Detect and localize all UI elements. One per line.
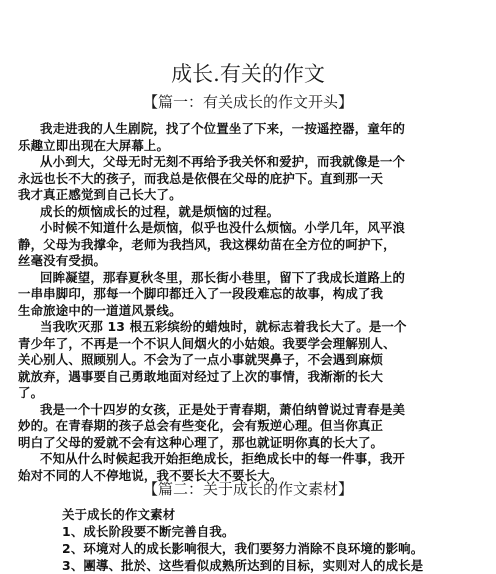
paragraph-line: 永远也长不大的孩子，而我总是依偎在父母的庇护下。直到那一天 bbox=[18, 170, 384, 186]
paragraph-line: 了。 bbox=[18, 385, 44, 400]
section-one-heading: 【篇一：有关成长的作文开头】 bbox=[142, 93, 353, 111]
paragraph-line: 从小到大，父母无时无刻不再给予我关怀和爱护，而我就像是一个 bbox=[40, 154, 406, 169]
paragraph-line: 成长的烦恼成长的过程，就是烦恼的过程。 bbox=[40, 203, 280, 219]
paragraph-line: 生命旅途中的一道道风景线。 bbox=[18, 302, 182, 318]
paragraph-line: 妙的。在青春期的孩子总会有些变化，会有叛逆心理。但当你真正 bbox=[18, 418, 384, 433]
paragraph-line: 明白了父母的爱就不会有这种心理了，那也就证明你真的长大了。 bbox=[18, 434, 384, 450]
material-line: 关于成长的作文素材 bbox=[62, 507, 176, 522]
paragraph-line: 一串串脚印，那每一个脚印都迁入了一段段难忘的故事，构成了我 bbox=[18, 286, 384, 301]
section-two-heading: 【篇二：关于成长的作文素材】 bbox=[142, 480, 353, 498]
paragraph-line: 丝毫没有受损。 bbox=[18, 253, 107, 268]
material-line: 3、團導、批於、这些看似成熟所达到的目标，实则对人的成长是 bbox=[62, 558, 424, 573]
paragraph-line: 我走进我的人生剧院，找了个位置坐了下来，一按遥控器，童年的 bbox=[40, 121, 406, 136]
paragraph-line: 始对不同的人不停地说，我不要长大不要长大。 bbox=[18, 467, 283, 483]
paragraph-line: 我是一个十四岁的女孩，正是处于青春期，萧伯纳曾说过青春是美 bbox=[40, 401, 406, 417]
document-title: 成长.有关的作文 bbox=[171, 62, 325, 86]
paragraph-line: 小时候不知道什么是烦恼，似乎也没什么烦恼。小学几年，风平浪 bbox=[40, 220, 406, 235]
paragraph-line: 乐趣立即出现在大屏幕上。 bbox=[18, 137, 170, 153]
material-line: 2、环境对人的成长影响很大，我们要努力消除不良环境的影响。 bbox=[62, 541, 424, 556]
paragraph-line: 青少年了，不再是一个不识人间烟火的小姑娘。我要学会理解别人、 bbox=[18, 335, 396, 351]
paragraph-line: 就放弃，遇事要自己勇敢地面对经过了上次的事情，我渐渐的长大 bbox=[18, 368, 384, 384]
paragraph-line: 我才真正感觉到自己长大了。 bbox=[18, 187, 182, 202]
paragraph-line: 静，父母为我撑伞，老师为我挡风，我这棵幼苗在全方位的呵护下， bbox=[18, 236, 396, 252]
paragraph-line: 关心别人、照顾别人。不会为了一点小事就哭鼻子，不会遇到麻烦 bbox=[18, 352, 384, 367]
paragraph-line: 回眸凝望，那春夏秋冬里，那长街小巷里，留下了我成长道路上的 bbox=[40, 269, 406, 285]
paragraph-line: 当我吹灭那 13 根五彩缤纷的蜡烛时，就标志着我长大了。是一个 bbox=[40, 319, 407, 334]
material-line: 1、成长阶段要不断完善自我。 bbox=[62, 524, 235, 539]
paragraph-line: 不知从什么时候起我开始拒绝成长，拒绝成长中的每一件事，我开 bbox=[40, 451, 406, 466]
